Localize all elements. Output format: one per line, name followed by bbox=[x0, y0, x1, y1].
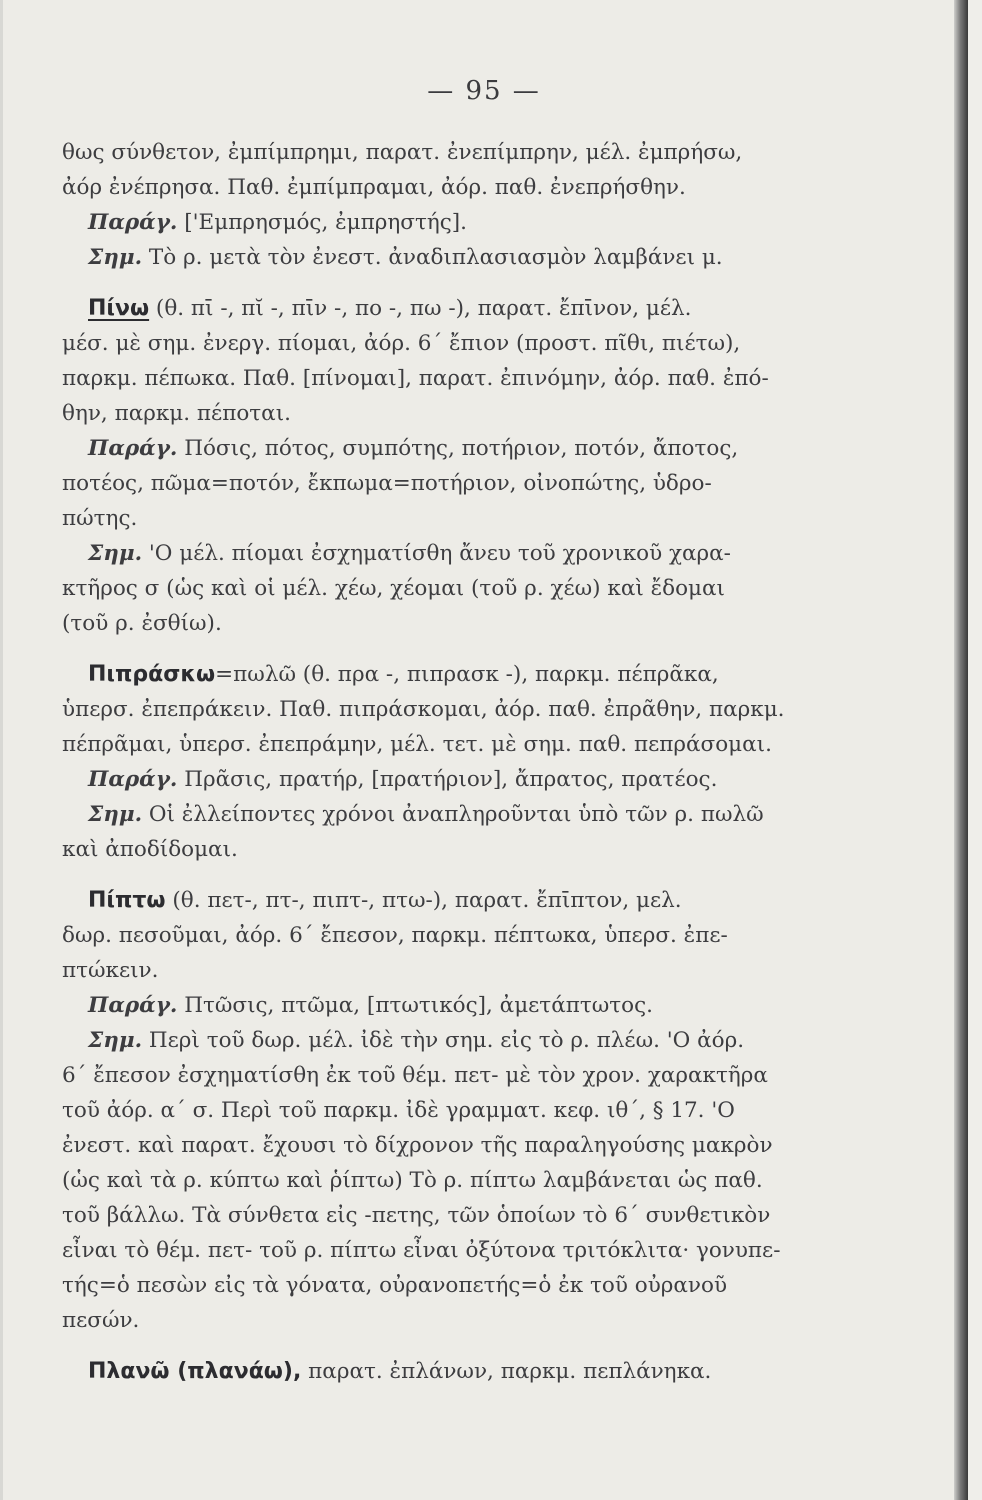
text-line bbox=[62, 883, 792, 918]
text-line: θως σύνθετον, ἐμπίμπρημι, παρατ. ἐνεπίμπρην, μέλ. ἐμπρήσω, bbox=[62, 140, 743, 165]
text-line: πεσών. bbox=[62, 1308, 140, 1333]
derivatives-label: Παράγ. bbox=[88, 436, 178, 461]
derivatives-label: Παράγ. bbox=[88, 767, 178, 792]
note-label: Σημ. bbox=[88, 541, 143, 566]
line-text: Οἱ ἐλλείποντες χρόνοι ἀναπληροῦνται ὑπὸ τῶν ρ. πωλῶ bbox=[142, 802, 764, 827]
line-text: 'Ο μέλ. πίομαι ἐσχηματίσθη ἄνευ τοῦ χρονικοῦ χαρα- bbox=[142, 541, 731, 566]
text-line: τοῦ βάλλω. Τὰ σύνθετα εἰς -πετης, τῶν ὁποίων τὸ 6΄ συνθετικὸν bbox=[62, 1203, 771, 1228]
text-line bbox=[62, 536, 792, 571]
line-text: Τὸ ρ. μετὰ τὸν ἐνεστ. ἀναδιπλασιασμὸν λαμβάνει μ. bbox=[142, 245, 723, 270]
lemma-piprasko: Πιπράσκω bbox=[88, 662, 216, 687]
text-line bbox=[62, 797, 792, 832]
text-line: δωρ. πεσοῦμαι, ἀόρ. 6΄ ἔπεσον, παρκμ. πέπτωκα, ὑπερσ. ἐπε- bbox=[62, 923, 728, 948]
text-line: κτῆρος σ (ὡς καὶ οἱ μέλ. χέω, χέομαι (τοῦ ρ. χέω) καὶ ἔδομαι bbox=[62, 576, 725, 601]
line-text: Πόσις, πότος, συμπότης, ποτήριον, ποτόν, ἄποτος, bbox=[177, 436, 739, 461]
text-line: πτώκειν. bbox=[62, 958, 159, 983]
text-line: (τοῦ ρ. ἐσθίω). bbox=[62, 611, 222, 636]
note-label: Σημ. bbox=[88, 1028, 143, 1053]
line-text: Πτῶσις, πτῶμα, [πτωτικός], ἀμετάπτωτος. bbox=[177, 993, 653, 1018]
text-line: πέπρᾶμαι, ὑπερσ. ἐπεπράμην, μέλ. τετ. μὲ σημ. παθ. πεπράσομαι. bbox=[62, 732, 772, 757]
lemma-pino: Πίνω bbox=[88, 296, 150, 321]
text-line bbox=[62, 291, 792, 326]
lemma-plano: Πλανῶ (πλανάω), bbox=[88, 1359, 302, 1384]
text-line: θην, παρκμ. πέποται. bbox=[62, 401, 291, 426]
text-line: ἐνεστ. καὶ παρατ. ἔχουσι τὸ δίχρονον τῆς παραληγούσης μακρὸν bbox=[62, 1133, 773, 1158]
text-line bbox=[62, 1354, 792, 1389]
page-left-edge bbox=[0, 0, 3, 1500]
text-line: τοῦ ἀόρ. α΄ σ. Περὶ τοῦ παρκμ. ἰδὲ γραμματ. κεφ. ιθ΄, § 17. 'Ο bbox=[62, 1098, 735, 1123]
line-text: ['Εμπρησμός, ἐμπρηστής]. bbox=[177, 210, 468, 235]
text-line: 6΄ ἔπεσον ἐσχηματίσθη ἐκ τοῦ θέμ. πετ- μὲ τὸν χρον. χαρακτῆρα bbox=[62, 1063, 768, 1088]
line-text: (θ. πῑ -, πῐ -, πῑν -, πο -, πω -), παρατ. ἔπῑνον, μέλ. bbox=[149, 296, 692, 321]
text-line: ἀόρ ἐνέπρησα. Παθ. ἐμπίμπραμαι, ἀόρ. παθ. ἐνεπρήσθην. bbox=[62, 175, 686, 200]
text-line bbox=[62, 1023, 792, 1058]
page-number: — 95 — bbox=[427, 76, 541, 106]
text-line bbox=[62, 988, 792, 1023]
derivatives-label: Παράγ. bbox=[88, 210, 178, 235]
lemma-pipto: Πίπτω bbox=[88, 888, 166, 913]
text-line bbox=[62, 657, 792, 692]
line-text: παρατ. ἐπλάνων, παρκμ. πεπλάνηκα. bbox=[301, 1359, 712, 1384]
line-text: Περὶ τοῦ δωρ. μέλ. ἰδὲ τὴν σημ. εἰς τὸ ρ. πλέω. 'Ο ἀόρ. bbox=[142, 1028, 745, 1053]
text-line: καὶ ἀποδίδομαι. bbox=[62, 837, 238, 862]
text-line: πώτης. bbox=[62, 506, 138, 531]
text-line bbox=[62, 431, 792, 466]
line-text: Πρᾶσις, πρατήρ, [πρατήριον], ἄπρατος, πρατέος. bbox=[177, 767, 718, 792]
text-line: τής=ὁ πεσὼν εἰς τὰ γόνατα, οὐρανοπετής=ὁ ἐκ τοῦ οὐρανοῦ bbox=[62, 1273, 728, 1298]
text-line: παρκμ. πέπωκα. Παθ. [πίνομαι], παρατ. ἐπινόμην, ἀόρ. παθ. ἐπό- bbox=[62, 366, 769, 391]
page-binding-shadow bbox=[954, 0, 968, 1500]
line-text: =πωλῶ (θ. πρα -, πιπρασκ -), παρκμ. πέπρᾶκα, bbox=[215, 662, 719, 687]
text-line: ποτέος, πῶμα=ποτόν, ἔκπωμα=ποτήριον, οἰνοπώτης, ὑδρο- bbox=[62, 471, 712, 496]
text-line bbox=[62, 205, 792, 240]
text-line: μέσ. μὲ σημ. ἐνεργ. πίομαι, ἀόρ. 6΄ ἔπιον (προστ. πῖθι, πιέτω), bbox=[62, 331, 741, 356]
line-text: (θ. πετ-, πτ-, πιπτ-, πτω-), παρατ. ἔπῑπτον, μελ. bbox=[165, 888, 682, 913]
note-label: Σημ. bbox=[88, 245, 143, 270]
text-line: (ὡς καὶ τὰ ρ. κύπτω καὶ ῥίπτω) Τὸ ρ. πίπτω λαμβάνεται ὡς παθ. bbox=[62, 1168, 763, 1193]
text-line: εἶναι τὸ θέμ. πετ- τοῦ ρ. πίπτω εἶναι ὀξύτονα τριτόκλιτα· γονυπε- bbox=[62, 1238, 781, 1263]
note-label: Σημ. bbox=[88, 802, 143, 827]
text-line bbox=[62, 762, 792, 797]
page-body bbox=[62, 135, 792, 1389]
derivatives-label: Παράγ. bbox=[88, 993, 178, 1018]
text-line: ὑπερσ. ἐπεπράκειν. Παθ. πιπράσκομαι, ἀόρ. παθ. ἐπρᾶθην, παρκμ. bbox=[62, 697, 785, 722]
text-line bbox=[62, 240, 792, 275]
